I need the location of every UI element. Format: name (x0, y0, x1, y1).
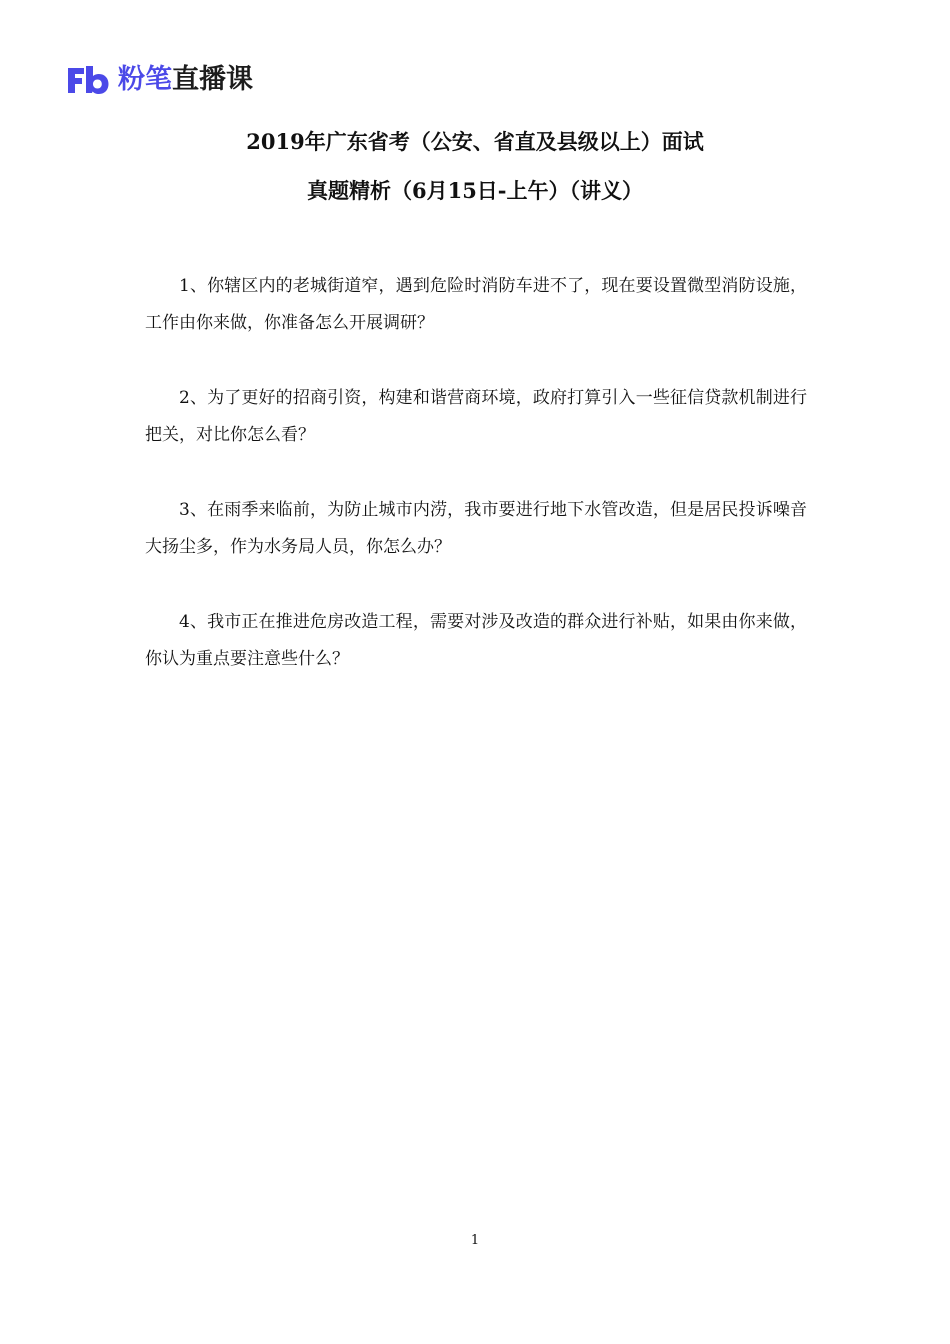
document-title-line2: 真题精析（6月15日-上午）（讲义） (306, 178, 644, 203)
question-item-2: 2、为了更好的招商引资，构建和谐营商环境，政府打算引入一些征信贷款机制进行把关，对比你怎么看？ (145, 388, 807, 445)
logo-brand-name: 粉笔 (118, 64, 172, 95)
header-logo (66, 62, 253, 98)
question-item-1: 1、你辖区内的老城街道窄，遇到危险时消防车进不了，现在要设置微型消防设施，工作由你来做，你准备怎么开展调研？ (145, 276, 807, 333)
logo-text (118, 64, 253, 96)
question-item-4: 4、我市正在推进危房改造工程，需要对涉及改造的群众进行补贴，如果由你来做，你认为重点要注意些什么？ (145, 612, 807, 669)
question-list (145, 268, 807, 716)
page-number: 1 (470, 1233, 480, 1248)
fb-logo-icon (66, 64, 110, 96)
question-item-3: 3、在雨季来临前，为防止城市内涝，我市要进行地下水管改造，但是居民投诉噪音大扬尘多，作为水务局人员，你怎么办？ (145, 500, 807, 557)
document-title-line1: 2019年广东省考（公安、省直及县级以上）面试 (246, 129, 704, 154)
logo-product-name: 直播课 (172, 64, 253, 95)
